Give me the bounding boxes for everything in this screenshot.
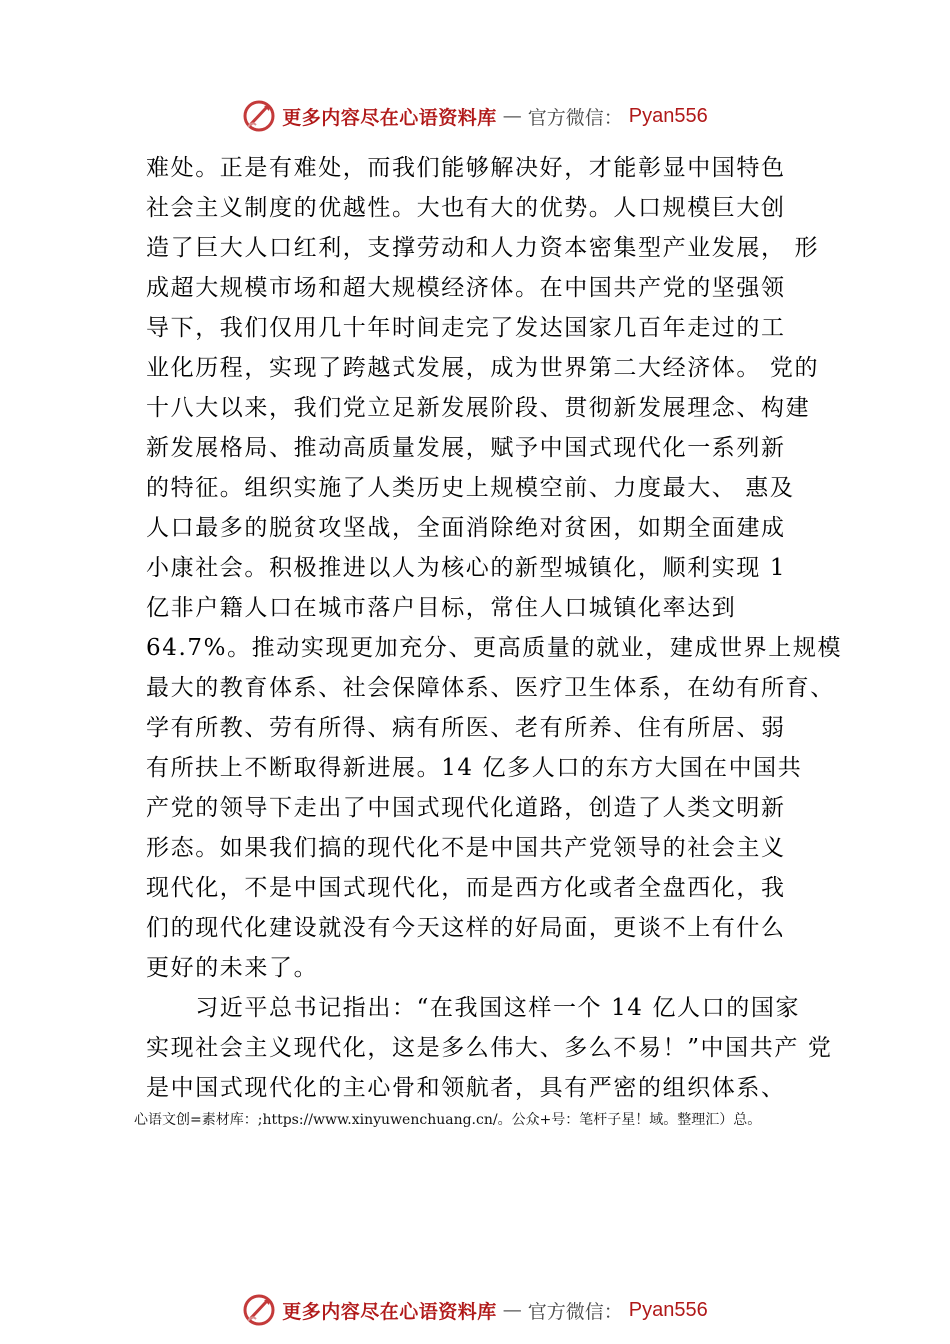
text-line: 新发展格局、推动高质量发展，赋予中国式现代化一系列新	[146, 435, 786, 461]
text-line: 小康社会。积极推进以人为核心的新型城镇化，顺利实现 1	[146, 555, 787, 581]
text-line: 有所扶上不断取得新进展。14 亿多人口的东方大国在中国共	[146, 755, 803, 781]
banner-label: 官方微信：	[527, 106, 623, 129]
text-line: 学有所教、劳有所得、病有所医、老有所养、住有所居、弱	[146, 715, 786, 741]
text-line: 难处。正是有难处，而我们能够解决好，才能彰显中国特色	[146, 155, 786, 181]
text-line: 是中国式现代化的主心骨和领航者，具有严密的组织体系、	[146, 1075, 786, 1101]
header-banner	[0, 96, 950, 136]
text-line: 的特征。组织实施了人类历史上规模空前、力度最大、 惠及	[146, 475, 795, 501]
text-line: 人口最多的脱贫攻坚战，全面消除绝对贫困，如期全面建成	[146, 515, 786, 541]
text-line: 亿非户籍人口在城市落户目标，常住人口城镇化率达到	[146, 595, 737, 621]
pen-logo-icon	[242, 1293, 276, 1327]
pen-logo-icon	[242, 99, 276, 133]
text-line: 习近平总书记指出：“在我国这样一个 14 亿人口的国家	[146, 995, 801, 1021]
text-line: 造了巨大人口红利，支撑劳动和人力资本密集型产业发展， 形	[146, 235, 820, 261]
banner-separator: —	[502, 1299, 522, 1321]
text-line: 最大的教育体系、社会保障体系、医疗卫生体系，在幼有所育、	[146, 675, 835, 701]
banner-wechat-id: Pyan556	[628, 1298, 708, 1321]
text-line: 形态。如果我们搞的现代化不是中国共产党领导的社会主义	[146, 835, 786, 861]
text-line: 产党的领导下走出了中国式现代化道路，创造了人类文明新	[146, 795, 786, 821]
text-line: 现代化，不是中国式现代化，而是西方化或者全盘西化，我	[146, 875, 786, 901]
banner-separator: —	[502, 105, 522, 127]
banner-title: 更多内容尽在心语资料库	[282, 1300, 497, 1323]
text-line: 实现社会主义现代化，这是多么伟大、多么不易！”中国共产 党	[146, 1035, 833, 1061]
source-footnote: 心语文创=素材库：;https://www.xinyuwenchuang.cn/。公众+号：笔杆子星！域。整理汇）总。	[134, 1112, 762, 1128]
footer-banner	[0, 1290, 950, 1330]
document-body	[146, 148, 843, 1108]
banner-label: 官方微信：	[527, 1300, 623, 1323]
text-line: 成超大规模市场和超大规模经济体。在中国共产党的坚强领	[146, 275, 786, 301]
text-line: 更好的未来了。	[146, 955, 319, 981]
text-line: 业化历程，实现了跨越式发展，成为世界第二大经济体。 党的	[146, 355, 820, 381]
text-line: 们的现代化建设就没有今天这样的好局面，更谈不上有什么	[146, 915, 786, 941]
text-line: 社会主义制度的优越性。大也有大的优势。人口规模巨大创	[146, 195, 786, 221]
text-line: 64.7%。推动实现更加充分、更高质量的就业，建成世界上规模	[146, 635, 843, 661]
banner-wechat-id: Pyan556	[628, 104, 708, 127]
text-line: 导下，我们仅用几十年时间走完了发达国家几百年走过的工	[146, 315, 786, 341]
banner-title: 更多内容尽在心语资料库	[282, 106, 497, 129]
text-line: 十八大以来，我们党立足新发展阶段、贯彻新发展理念、构建	[146, 395, 811, 421]
